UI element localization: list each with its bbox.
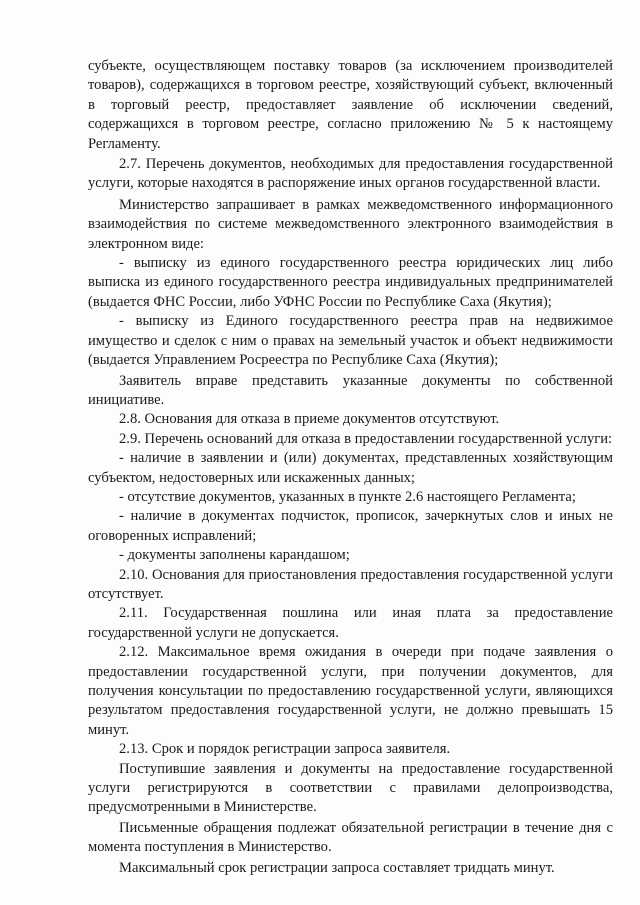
list-item-missing-documents: - отсутствие документов, указанных в пункте 2.6 настоящего Регламента; xyxy=(119,488,576,505)
paragraph-2-12: 2.12. Максимальное время ожидания в очереди при подаче заявления о предоставлении государственной услуги, при получении документов, для получения консультации по предоставлению государственной услуги, являющихся результатом предоставления государственной услуги, не должно превышать 15 минут. xyxy=(88,644,613,738)
paragraph-applicant-initiative: Заявитель вправе представить указанные документы по собственной инициативе. xyxy=(88,372,613,408)
paragraph-2-9: 2.9. Перечень оснований для отказа в предоставлении государственной услуги: xyxy=(119,430,613,447)
document-body xyxy=(88,57,613,878)
paragraph-max-registration-time: Максимальный срок регистрации запроса составляет тридцать минут. xyxy=(119,859,555,876)
paragraph-2-8: 2.8. Основания для отказа в приеме документов отсутствуют. xyxy=(119,411,500,428)
list-item-pencil: - документы заполнены карандашом; xyxy=(119,547,350,564)
paragraph-registration-rules: Поступившие заявления и документы на предоставление государственной услуги регистрируются в соответствии с правилами делопроизводства, предусмотренными в Министерстве. xyxy=(88,760,613,816)
paragraph-ministry-request: Министерство запрашивает в рамках межведомственного информационного взаимодействия по системе межведомственного электронного взаимодействия в электронном виде: xyxy=(88,196,613,252)
paragraph-2-7: 2.7. Перечень документов, необходимых для предоставления государственной услуги, которые находятся в распоряжение иных органов государственной власти. xyxy=(88,156,613,192)
paragraph-2-11: 2.11. Государственная пошлина или иная плата за предоставление государственной услуги не допускается. xyxy=(88,605,613,641)
list-item-egrp-extract: - выписку из Единого государственного реестра прав на недвижимое имущество и сделок с ним о правах на земельный участок и объект недвижимости (выдается Управлением Росреестра по Республике Саха (Якутия); xyxy=(88,313,613,369)
paragraph-2-10: 2.10. Основания для приостановления предоставления государственной услуги отсутствует. xyxy=(88,566,613,602)
list-item-false-data: - наличие в заявлении и (или) документах, представленных хозяйствующим субъектом, недостоверных или искаженных данных; xyxy=(88,450,613,486)
paragraph-continuation: субъекте, осуществляющем поставку товаров (за исключением производителей товаров), содержащихся в торговом реестре, хозяйствующий субъект, включенный в торговый реестр, предоставляет заявление об исключении сведений, содержащихся в торговом реестре, согласно приложению № 5 к настоящему Регламенту. xyxy=(88,58,613,152)
paragraph-2-13: 2.13. Срок и порядок регистрации запроса заявителя. xyxy=(119,741,451,758)
paragraph-written-appeals: Письменные обращения подлежат обязательной регистрации в течение дня с момента поступления в Министерство. xyxy=(88,819,613,856)
list-item-egrul-extract: - выписку из единого государственного реестра юридических лиц либо выписка из единого государственного реестра индивидуальных предпринимателей (выдается ФНС России, либо УФНС России по Республике Саха (Якутия); xyxy=(88,255,613,310)
list-item-corrections: - наличие в документах подчисток, прописок, зачеркнутых слов и иных не оговоренных исправлений; xyxy=(88,508,613,544)
